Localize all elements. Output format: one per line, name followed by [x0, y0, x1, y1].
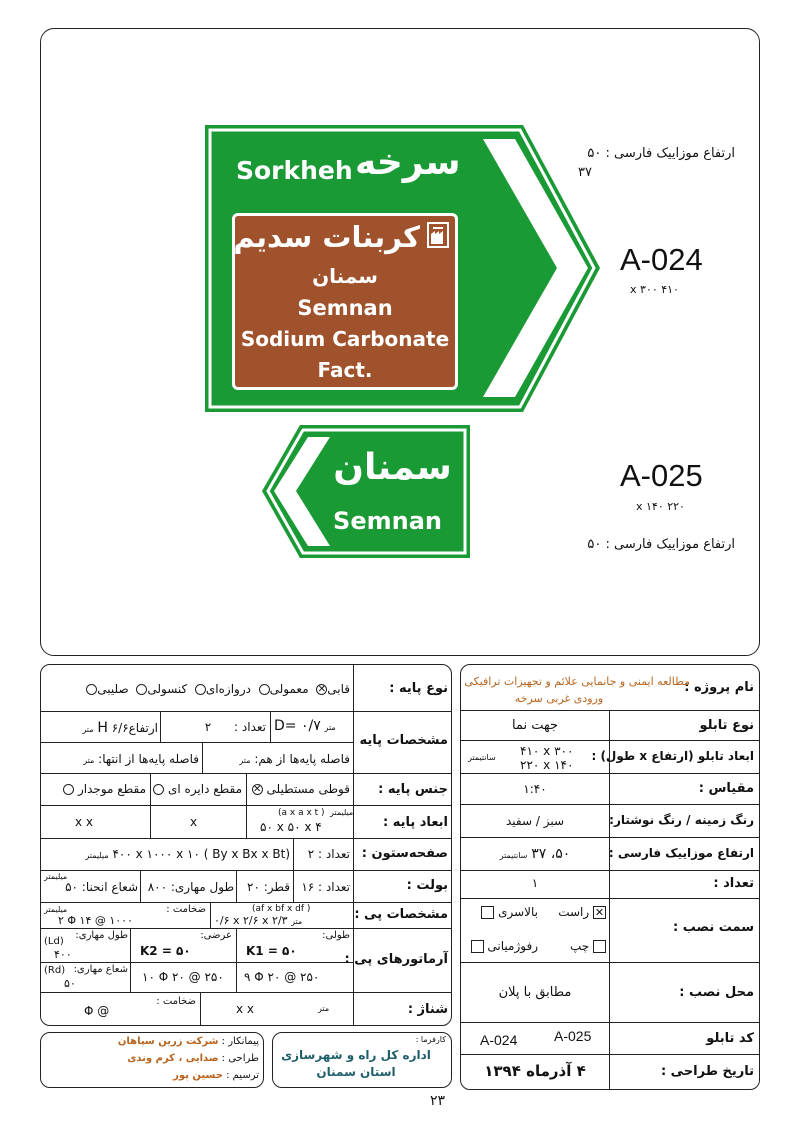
sign-a024-panel-en-2: Fact.: [317, 358, 373, 382]
sign-a024-panel-en-1: Sodium Carbonate: [240, 327, 450, 351]
rebar-ld-val: ۴۰۰: [54, 948, 72, 961]
direction-opt-overhead[interactable]: بالاسری: [466, 905, 538, 919]
rebar-ld: (Ld): [44, 936, 64, 947]
foundation-thick: ۲ Φ ۱۴ @ ۱۰۰۰: [58, 914, 134, 927]
chest-thick: Φ @: [84, 1004, 110, 1018]
dims-value1: ۴۱۰ x ۳۰۰: [520, 744, 574, 758]
count-value: ۱: [531, 876, 539, 890]
a025-mosaic-label: ارتفاع موزاییک فارسی : ۵۰: [587, 537, 735, 552]
sign-a025-shape: [262, 425, 470, 558]
project-label: نام پروژه :: [684, 680, 754, 695]
bolt-dia: قطر: ۲۰: [247, 880, 290, 894]
sign-a024-panel-fa: کربنات سدیم: [233, 220, 420, 254]
code-value1: A-025: [554, 1028, 592, 1044]
post-spec-label: مشخصات پایه: [359, 733, 448, 748]
bolt-anchor: طول مهاری: ۸۰۰: [147, 880, 234, 894]
foundation-formula: (af x bf x df ): [252, 904, 311, 914]
post-type-opt-cross[interactable]: صلیبی: [86, 682, 128, 696]
count-label: تعداد :: [713, 876, 754, 891]
plate-label: صفحه‌ستون :: [361, 846, 448, 861]
bolt-bend: شعاع انحنا: ۵۰: [65, 880, 138, 894]
rebar-rd: (Rd): [44, 965, 66, 976]
designer: طراحی : صدایی ، کرم وندی: [127, 1053, 259, 1064]
sign-a024-top-fa: سرخه: [355, 142, 461, 183]
sign-a024-panel-city-en: Semnan: [297, 296, 393, 320]
rebar-long-val: ۹ Φ ۲۰ @ ۲۵۰: [244, 970, 320, 984]
post-material-opt-circle[interactable]: مقطع دایره ای: [154, 782, 242, 796]
bolt-unit: میلیمتر: [44, 872, 68, 881]
date-value: ۴ آذرماه ۱۳۹۴: [484, 1062, 586, 1080]
post-dims-value: ۵۰ x ۵۰ x ۴: [260, 820, 322, 834]
page-number: ۲۳: [430, 1093, 446, 1109]
date-label: تاریخ طراحی :: [660, 1064, 754, 1079]
direction-opt-left[interactable]: چپ: [540, 939, 606, 953]
scale-value: ۱:۴۰: [523, 782, 547, 796]
direction-opt-right[interactable]: ✕ راست: [558, 905, 605, 919]
chest-unit: متر: [318, 1004, 330, 1013]
drafter: ترسیم : حسین پور: [173, 1070, 259, 1081]
dims-unit: سانتیمتر: [468, 753, 496, 762]
chest-label: شناژ :: [407, 1002, 448, 1017]
bolt-label: بولت :: [406, 878, 448, 893]
post-type-opt-gate[interactable]: دروازه‌ای: [195, 682, 251, 696]
color-label: رنگ زمینه / رنگ نوشتار:: [609, 813, 754, 827]
type-value: جهت نما: [511, 718, 559, 733]
code-value2: A-024: [480, 1032, 518, 1048]
post-dims-unit: میلیمتر: [330, 808, 354, 817]
rebar-trans-label: عرضی:: [200, 930, 232, 941]
post-type-label: نوع پایه :: [389, 681, 448, 696]
mosaic-label: ارتفاع موزاییک فارسی :: [608, 846, 754, 860]
code-label: کد تابلو: [706, 1031, 754, 1046]
foundation-label: مشخصات پی :: [354, 907, 448, 922]
sign-a025-en: Semnan: [333, 507, 442, 535]
post-type-opt-normal[interactable]: معمولی: [259, 682, 309, 696]
dims-label: ابعاد تابلو (ارتفاع x طول) :: [591, 749, 754, 763]
employer-label: کارفرما :: [415, 1035, 446, 1044]
post-dims-label: ابعاد پایه :: [382, 815, 448, 830]
post-dims-blank2: x x: [75, 815, 94, 829]
project-name-2: ورودی غربی سرخه: [514, 692, 604, 705]
a024-code: A-024: [620, 242, 703, 277]
rebar-k1: K1 = ۵۰: [246, 944, 297, 958]
a025-code: A-025: [620, 458, 703, 493]
rebar-ld-label: طول مهاری:: [75, 930, 128, 941]
sign-a025-fa: سمنان: [333, 447, 452, 488]
post-material-opt-corr[interactable]: مقطع موجدار: [44, 782, 146, 796]
rebar-label: آرماتورهای پی :: [344, 952, 448, 967]
a025-dims: ۲۲۰ x ۱۴۰: [636, 500, 685, 513]
post-count: تعداد : ۲: [204, 720, 266, 734]
post-type-opt-frame[interactable]: قابی✕: [317, 682, 350, 696]
color-value: سبز / سفید: [505, 814, 564, 828]
dims-value2: ۲۲۰ x ۱۴۰: [520, 758, 574, 772]
factory-icon: [427, 222, 449, 248]
post-material-opt-rect[interactable]: قوطی مستطیلی ✕: [252, 782, 350, 796]
chest-blank: x x: [236, 1002, 255, 1016]
location-value: مطابق با پلان: [498, 985, 572, 1000]
post-dims-formula: (a x a x t ): [278, 808, 325, 818]
direction-opt-median[interactable]: رفوژمیانی: [466, 939, 538, 953]
sign-a024-panel-city-fa: سمنان: [312, 264, 378, 288]
mosaic-value: ۵۰، ۳۷ سانتیمتر: [499, 846, 571, 862]
post-height: ارتفاعH ۶/۶ متر: [82, 720, 158, 736]
post-material-label: جنس پایه :: [378, 782, 448, 797]
foundation-thick-label: ضخامت :: [166, 904, 206, 915]
post-type-opt-console[interactable]: کنسولی: [136, 682, 187, 696]
scale-label: مقیاس :: [698, 781, 754, 796]
rebar-long-label: طولی:: [322, 930, 350, 941]
a024-mosaic-value2: ۳۷: [578, 165, 592, 180]
project-name-1: مطالعه ایمنی و جانمایی علائم و تجهیزات ترافیکی: [464, 675, 690, 688]
rebar-rd-label: شعاع مهاری:: [73, 964, 128, 975]
a024-dims: ۴۱۰ x ۳۰۰: [630, 283, 679, 296]
plate-count: تعداد : ۲: [307, 847, 350, 861]
sign-a024-top-en: Sorkheh: [236, 156, 353, 185]
post-type-options: [44, 682, 350, 696]
bolt-count: تعداد : ۱۶: [301, 880, 350, 894]
employer-1: اداره کل راه و شهرسازی: [281, 1048, 431, 1062]
post-d: D= ۰/۷ متر: [274, 718, 336, 734]
rebar-k2: K2 = ۵۰: [140, 944, 191, 958]
plate-value: (By x Bx x Bt ) ۴۰۰ x ۱۰۰۰ x ۱۰ میلیمتر: [85, 847, 290, 861]
contractor: پیمانکار : شرکت زرین سپاهان: [117, 1036, 259, 1047]
chest-thick-label: ضخامت :: [156, 996, 196, 1007]
post-end-spacing: فاصله پایه‌ها از انتها: متر: [83, 752, 199, 766]
foundation-thick-unit: میلیمتر: [44, 905, 68, 914]
post-dims-blank: x: [190, 815, 198, 829]
post-spacing: فاصله پایه‌ها از هم: متر: [239, 752, 350, 766]
direction-label: سمت نصب :: [673, 920, 754, 935]
type-label: نوع تابلو: [699, 718, 754, 733]
foundation-value: ۰/۶ x ۲/۶ x ۲/۳ متر: [214, 914, 303, 927]
rebar-rd-val: ۵۰: [64, 977, 76, 990]
employer-2: استان سمنان: [316, 1065, 396, 1079]
location-label: محل نصب :: [679, 985, 754, 1000]
a024-mosaic-label: ارتفاع موزاییک فارسی : ۵۰: [587, 146, 735, 161]
rebar-trans-val: ۱۰ Φ ۲۰ @ ۲۵۰: [142, 970, 224, 984]
